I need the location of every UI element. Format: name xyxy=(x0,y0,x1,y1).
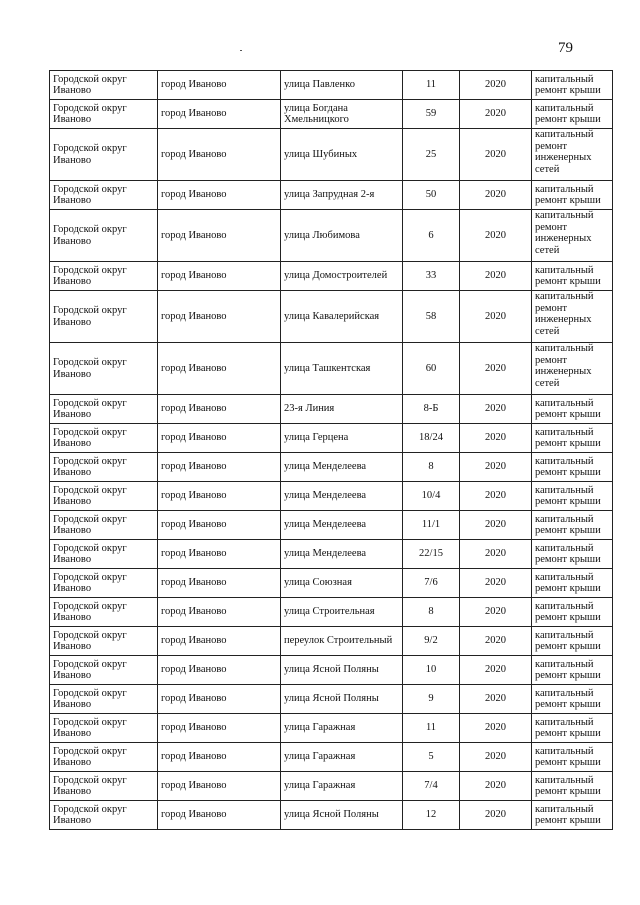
okrug-cell: Городской округ Иваново xyxy=(50,424,158,453)
vid-cell: капитальный ремонт крыши xyxy=(532,685,613,714)
vid-cell: капитальный ремонт крыши xyxy=(532,511,613,540)
table-row xyxy=(50,262,613,291)
vid-cell: капитальный ремонт инженерных сетей xyxy=(532,343,613,395)
okrug-cell: Городской округ Иваново xyxy=(50,714,158,743)
dom-cell: 10 xyxy=(403,656,460,685)
god-cell: 2020 xyxy=(460,482,532,511)
vid-cell: капитальный ремонт крыши xyxy=(532,395,613,424)
god-cell: 2020 xyxy=(460,743,532,772)
vid-cell: капитальный ремонт инженерных сетей xyxy=(532,129,613,181)
god-cell: 2020 xyxy=(460,627,532,656)
vid-cell: капитальный ремонт крыши xyxy=(532,482,613,511)
ulica-cell: улица Менделеева xyxy=(281,453,403,482)
okrug-cell: Городской округ Иваново xyxy=(50,511,158,540)
ulica-cell: улица Кавалерийская xyxy=(281,291,403,343)
table-row xyxy=(50,714,613,743)
dom-cell: 7/4 xyxy=(403,772,460,801)
okrug-cell: Городской округ Иваново xyxy=(50,129,158,181)
ulica-cell: переулок Строительный xyxy=(281,627,403,656)
dom-cell: 12 xyxy=(403,801,460,830)
ulica-cell: улица Гаражная xyxy=(281,714,403,743)
gorod-cell: город Иваново xyxy=(158,343,281,395)
ulica-cell: улица Ясной Поляны xyxy=(281,685,403,714)
god-cell: 2020 xyxy=(460,511,532,540)
god-cell: 2020 xyxy=(460,71,532,100)
table-row xyxy=(50,540,613,569)
gorod-cell: город Иваново xyxy=(158,424,281,453)
ulica-cell: улица Павленко xyxy=(281,71,403,100)
ulica-cell: улица Гаражная xyxy=(281,772,403,801)
dom-cell: 7/6 xyxy=(403,569,460,598)
okrug-cell: Городской округ Иваново xyxy=(50,100,158,129)
page-number: 79 xyxy=(558,40,573,56)
gorod-cell: город Иваново xyxy=(158,714,281,743)
ulica-cell: улица Богдана Хмельницкого xyxy=(281,100,403,129)
dom-cell: 8 xyxy=(403,453,460,482)
gorod-cell: город Иваново xyxy=(158,181,281,210)
god-cell: 2020 xyxy=(460,540,532,569)
vid-cell: капитальный ремонт крыши xyxy=(532,569,613,598)
dom-cell: 11 xyxy=(403,71,460,100)
dom-cell: 5 xyxy=(403,743,460,772)
gorod-cell: город Иваново xyxy=(158,540,281,569)
god-cell: 2020 xyxy=(460,129,532,181)
god-cell: 2020 xyxy=(460,291,532,343)
dom-cell: 9/2 xyxy=(403,627,460,656)
scan-speck xyxy=(240,50,242,51)
okrug-cell: Городской округ Иваново xyxy=(50,656,158,685)
vid-cell: капитальный ремонт крыши xyxy=(532,772,613,801)
table-row xyxy=(50,801,613,830)
ulica-cell: улица Менделеева xyxy=(281,511,403,540)
ulica-cell: улица Запрудная 2-я xyxy=(281,181,403,210)
gorod-cell: город Иваново xyxy=(158,482,281,511)
dom-cell: 11/1 xyxy=(403,511,460,540)
table-row xyxy=(50,71,613,100)
dom-cell: 8-Б xyxy=(403,395,460,424)
table-row xyxy=(50,100,613,129)
gorod-cell: город Иваново xyxy=(158,100,281,129)
ulica-cell: улица Строительная xyxy=(281,598,403,627)
gorod-cell: город Иваново xyxy=(158,656,281,685)
table-row xyxy=(50,424,613,453)
gorod-cell: город Иваново xyxy=(158,210,281,262)
vid-cell: капитальный ремонт крыши xyxy=(532,71,613,100)
vid-cell: капитальный ремонт крыши xyxy=(532,801,613,830)
okrug-cell: Городской округ Иваново xyxy=(50,801,158,830)
table-body xyxy=(50,71,613,830)
god-cell: 2020 xyxy=(460,801,532,830)
god-cell: 2020 xyxy=(460,453,532,482)
dom-cell: 9 xyxy=(403,685,460,714)
gorod-cell: город Иваново xyxy=(158,743,281,772)
gorod-cell: город Иваново xyxy=(158,569,281,598)
dom-cell: 60 xyxy=(403,343,460,395)
gorod-cell: город Иваново xyxy=(158,262,281,291)
ulica-cell: улица Союзная xyxy=(281,569,403,598)
ulica-cell: улица Менделеева xyxy=(281,482,403,511)
table-row xyxy=(50,453,613,482)
god-cell: 2020 xyxy=(460,424,532,453)
vid-cell: капитальный ремонт крыши xyxy=(532,656,613,685)
vid-cell: капитальный ремонт крыши xyxy=(532,743,613,772)
table-row xyxy=(50,511,613,540)
table-row xyxy=(50,181,613,210)
vid-cell: капитальный ремонт крыши xyxy=(532,540,613,569)
table-row xyxy=(50,772,613,801)
table-row xyxy=(50,210,613,262)
gorod-cell: город Иваново xyxy=(158,395,281,424)
vid-cell: капитальный ремонт крыши xyxy=(532,262,613,291)
okrug-cell: Городской округ Иваново xyxy=(50,395,158,424)
okrug-cell: Городской округ Иваново xyxy=(50,743,158,772)
gorod-cell: город Иваново xyxy=(158,685,281,714)
dom-cell: 50 xyxy=(403,181,460,210)
okrug-cell: Городской округ Иваново xyxy=(50,598,158,627)
table-row xyxy=(50,395,613,424)
vid-cell: капитальный ремонт инженерных сетей xyxy=(532,291,613,343)
table-row xyxy=(50,598,613,627)
gorod-cell: город Иваново xyxy=(158,511,281,540)
table-row xyxy=(50,627,613,656)
okrug-cell: Городской округ Иваново xyxy=(50,772,158,801)
table-row xyxy=(50,482,613,511)
okrug-cell: Городской округ Иваново xyxy=(50,181,158,210)
repair-schedule-table xyxy=(49,70,613,830)
god-cell: 2020 xyxy=(460,656,532,685)
okrug-cell: Городской округ Иваново xyxy=(50,540,158,569)
okrug-cell: Городской округ Иваново xyxy=(50,627,158,656)
dom-cell: 33 xyxy=(403,262,460,291)
ulica-cell: улица Любимова xyxy=(281,210,403,262)
dom-cell: 59 xyxy=(403,100,460,129)
vid-cell: капитальный ремонт инженерных сетей xyxy=(532,210,613,262)
ulica-cell: улица Герцена xyxy=(281,424,403,453)
vid-cell: капитальный ремонт крыши xyxy=(532,424,613,453)
table-row xyxy=(50,569,613,598)
god-cell: 2020 xyxy=(460,772,532,801)
dom-cell: 11 xyxy=(403,714,460,743)
dom-cell: 18/24 xyxy=(403,424,460,453)
god-cell: 2020 xyxy=(460,598,532,627)
okrug-cell: Городской округ Иваново xyxy=(50,685,158,714)
ulica-cell: улица Ясной Поляны xyxy=(281,656,403,685)
dom-cell: 22/15 xyxy=(403,540,460,569)
ulica-cell: улица Ясной Поляны xyxy=(281,801,403,830)
table-row xyxy=(50,656,613,685)
gorod-cell: город Иваново xyxy=(158,772,281,801)
dom-cell: 58 xyxy=(403,291,460,343)
ulica-cell: улица Гаражная xyxy=(281,743,403,772)
gorod-cell: город Иваново xyxy=(158,129,281,181)
vid-cell: капитальный ремонт крыши xyxy=(532,714,613,743)
ulica-cell: улица Домостроителей xyxy=(281,262,403,291)
ulica-cell: улица Шубиных xyxy=(281,129,403,181)
vid-cell: капитальный ремонт крыши xyxy=(532,181,613,210)
gorod-cell: город Иваново xyxy=(158,453,281,482)
god-cell: 2020 xyxy=(460,181,532,210)
ulica-cell: 23-я Линия xyxy=(281,395,403,424)
ulica-cell: улица Ташкентская xyxy=(281,343,403,395)
god-cell: 2020 xyxy=(460,395,532,424)
vid-cell: капитальный ремонт крыши xyxy=(532,598,613,627)
table-row xyxy=(50,291,613,343)
okrug-cell: Городской округ Иваново xyxy=(50,71,158,100)
gorod-cell: город Иваново xyxy=(158,291,281,343)
dom-cell: 10/4 xyxy=(403,482,460,511)
okrug-cell: Городской округ Иваново xyxy=(50,291,158,343)
god-cell: 2020 xyxy=(460,685,532,714)
dom-cell: 8 xyxy=(403,598,460,627)
gorod-cell: город Иваново xyxy=(158,801,281,830)
okrug-cell: Городской округ Иваново xyxy=(50,482,158,511)
gorod-cell: город Иваново xyxy=(158,71,281,100)
table-row xyxy=(50,743,613,772)
dom-cell: 25 xyxy=(403,129,460,181)
table-row xyxy=(50,129,613,181)
okrug-cell: Городской округ Иваново xyxy=(50,210,158,262)
god-cell: 2020 xyxy=(460,210,532,262)
ulica-cell: улица Менделеева xyxy=(281,540,403,569)
table-row xyxy=(50,343,613,395)
gorod-cell: город Иваново xyxy=(158,598,281,627)
vid-cell: капитальный ремонт крыши xyxy=(532,100,613,129)
gorod-cell: город Иваново xyxy=(158,627,281,656)
god-cell: 2020 xyxy=(460,714,532,743)
god-cell: 2020 xyxy=(460,569,532,598)
okrug-cell: Городской округ Иваново xyxy=(50,453,158,482)
okrug-cell: Городской округ Иваново xyxy=(50,343,158,395)
okrug-cell: Городской округ Иваново xyxy=(50,569,158,598)
dom-cell: 6 xyxy=(403,210,460,262)
okrug-cell: Городской округ Иваново xyxy=(50,262,158,291)
god-cell: 2020 xyxy=(460,343,532,395)
table-row xyxy=(50,685,613,714)
vid-cell: капитальный ремонт крыши xyxy=(532,453,613,482)
vid-cell: капитальный ремонт крыши xyxy=(532,627,613,656)
god-cell: 2020 xyxy=(460,262,532,291)
god-cell: 2020 xyxy=(460,100,532,129)
